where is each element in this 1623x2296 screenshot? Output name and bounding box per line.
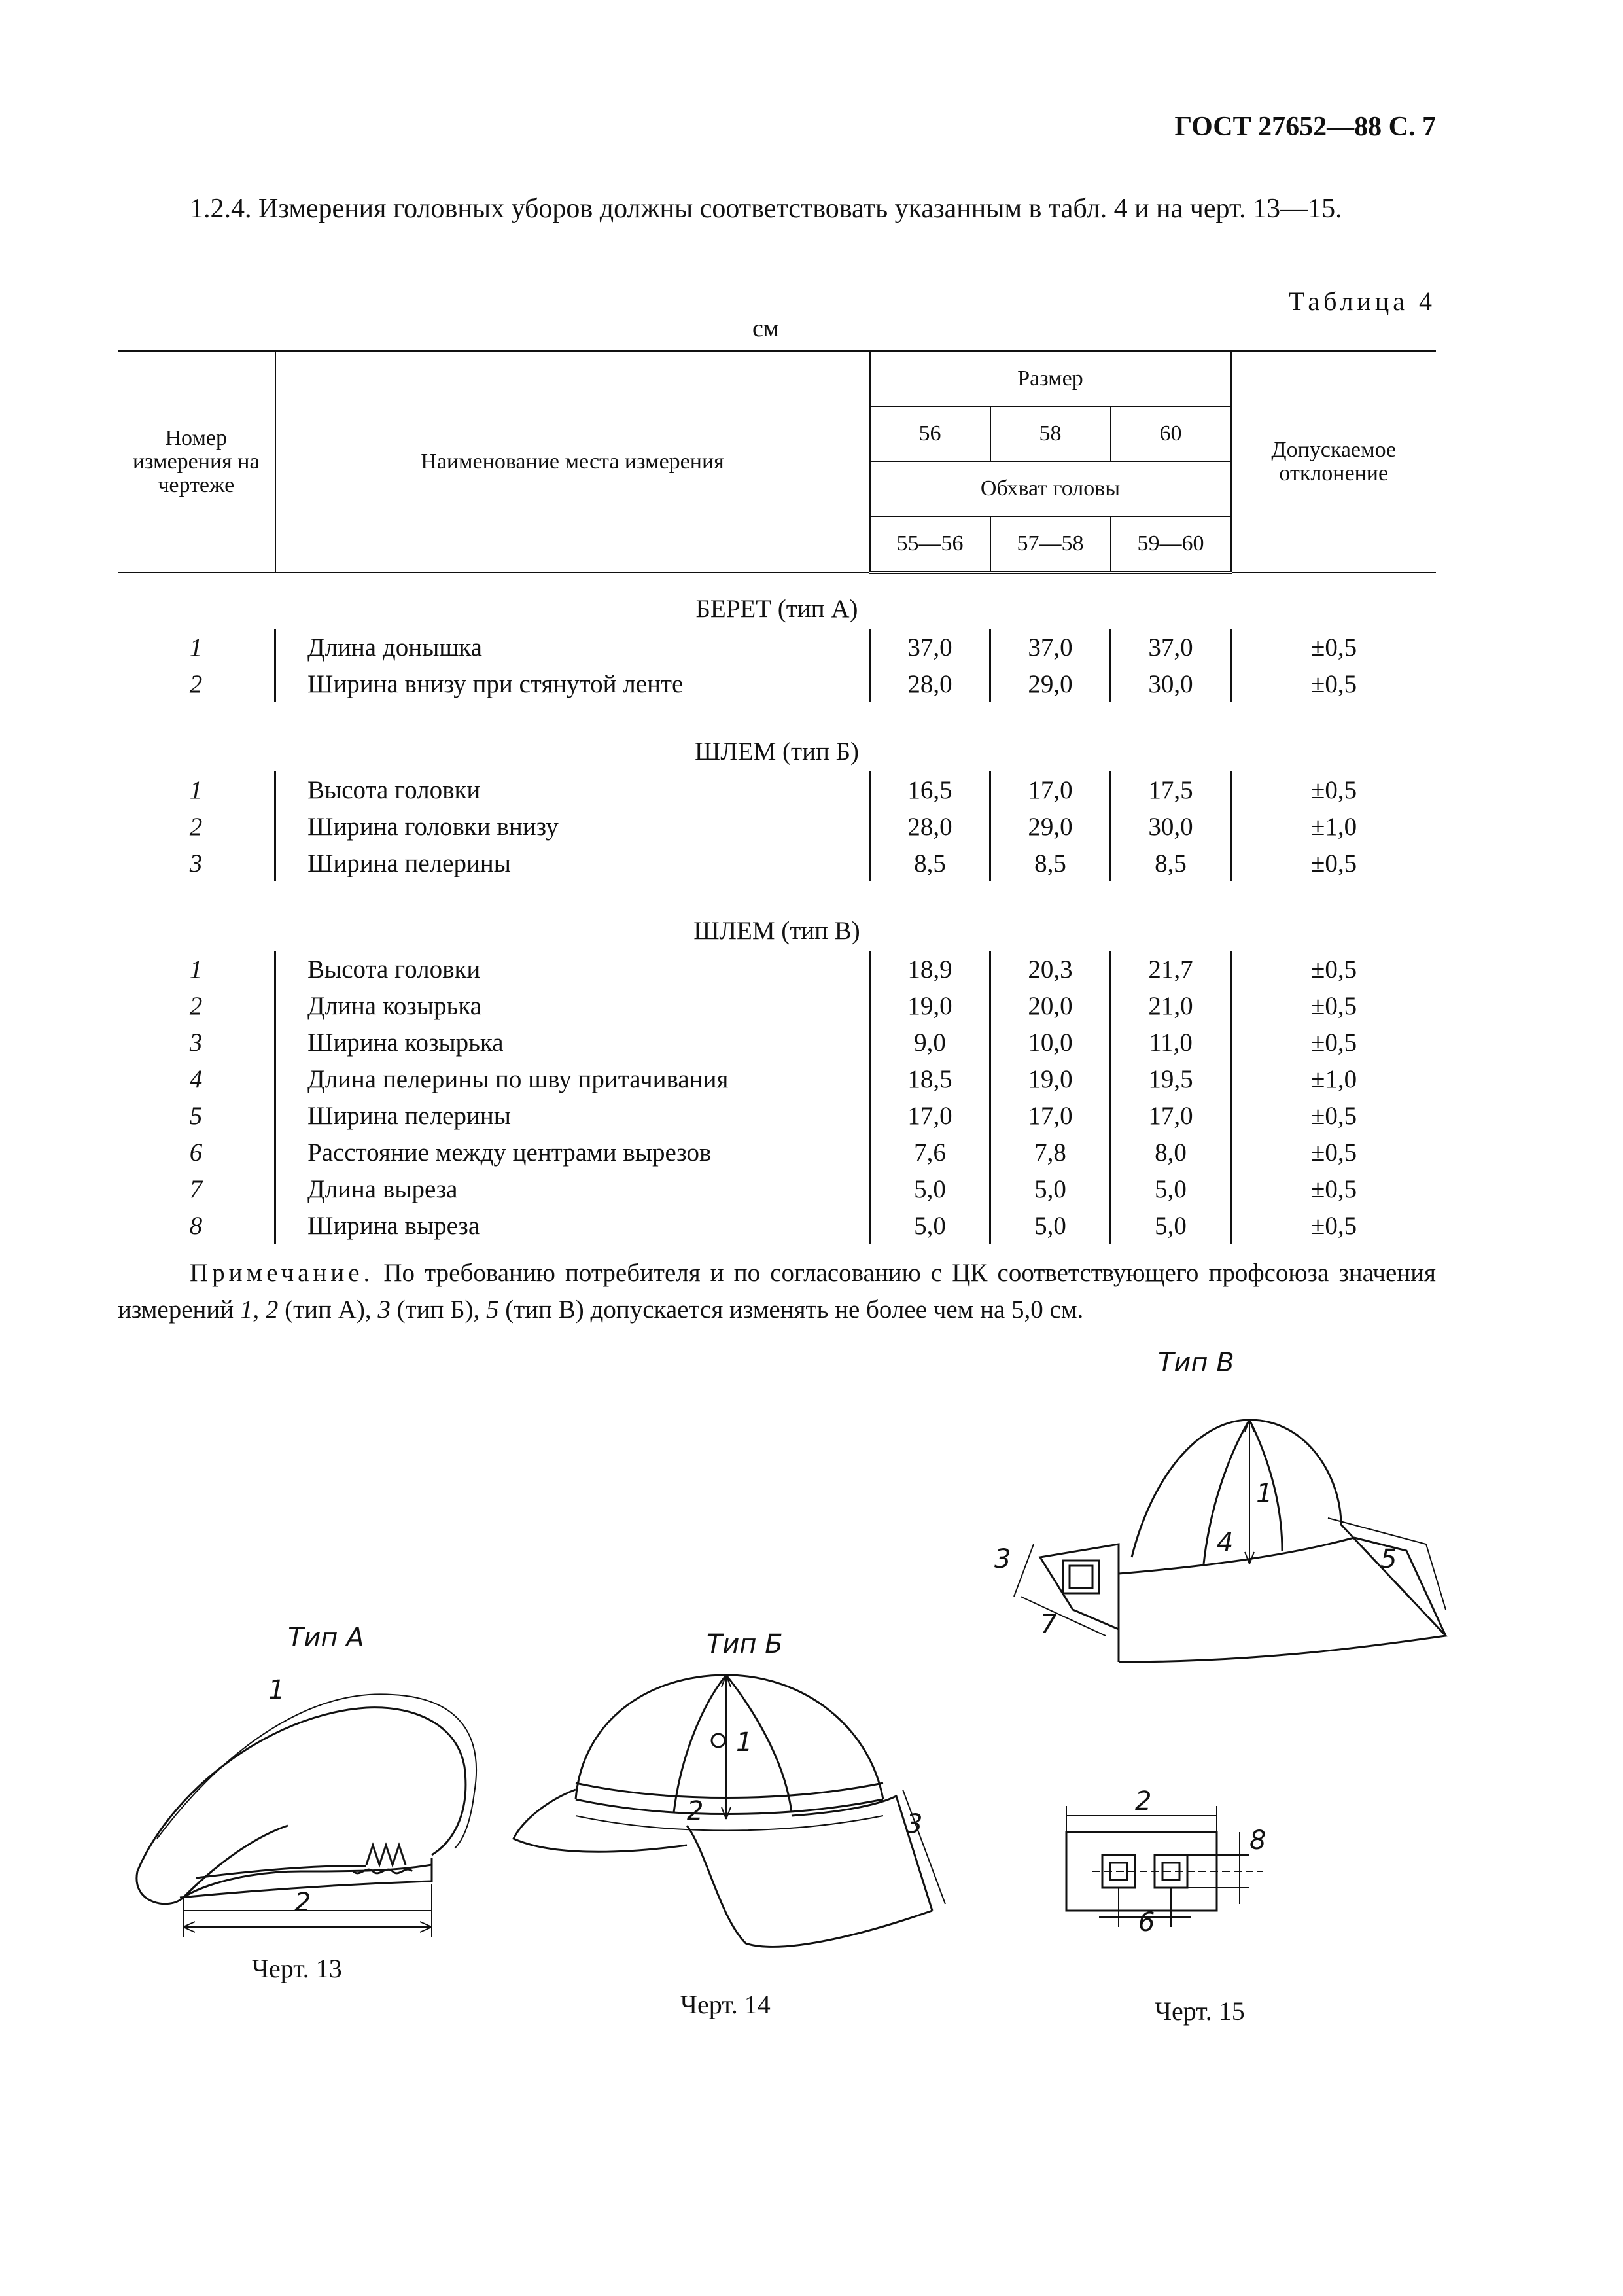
tolerance-value: ±0,5: [1231, 845, 1437, 881]
figure-15-detail: [1053, 1786, 1276, 1937]
girth-58: 57—58: [990, 516, 1111, 573]
cutout-detail-drawing: [1053, 1786, 1276, 1937]
section-title: ШЛЕМ (тип В): [693, 916, 860, 945]
tolerance-value: ±0,5: [1231, 629, 1437, 665]
section-title: БЕРЕТ (тип А): [695, 594, 858, 623]
section-row: [118, 716, 1436, 771]
fig14-dim-1: 1: [736, 1727, 753, 1757]
note-paragraph: [118, 1255, 1436, 1328]
measure-name: Ширина пелерины: [275, 845, 870, 881]
value-58: 5,0: [990, 1207, 1111, 1244]
figure-15: [975, 1348, 1446, 1701]
fig15-detail-dim-6: 6: [1138, 1907, 1155, 1937]
girth-60: 59—60: [1111, 516, 1231, 573]
table-row: [118, 1171, 1436, 1207]
fig13-dim-2: 2: [294, 1888, 311, 1918]
value-56: 37,0: [870, 629, 990, 665]
measure-name: Длина выреза: [275, 1171, 870, 1207]
measure-number: 4: [189, 1065, 203, 1093]
value-60: 5,0: [1111, 1171, 1231, 1207]
tolerance-value: ±0,5: [1231, 665, 1437, 702]
value-58: 8,5: [990, 845, 1111, 881]
value-58: 5,0: [990, 1171, 1111, 1207]
table-row: [118, 808, 1436, 845]
girth-56: 55—56: [870, 516, 990, 573]
value-58: 19,0: [990, 1061, 1111, 1097]
table-row: [118, 1134, 1436, 1171]
beret-drawing: [118, 1623, 484, 1976]
measure-name: Высота головки: [275, 771, 870, 808]
girth-header: Обхват головы: [870, 461, 1231, 516]
value-56: 9,0: [870, 1024, 990, 1061]
fig13-dim-1: 1: [268, 1675, 285, 1705]
table-row: [118, 1061, 1436, 1097]
section-row: [118, 573, 1436, 629]
value-56: 18,5: [870, 1061, 990, 1097]
value-56: 5,0: [870, 1171, 990, 1207]
table-row: [118, 1207, 1436, 1244]
fig14-dim-2: 2: [687, 1796, 704, 1826]
value-60: 21,0: [1111, 987, 1231, 1024]
note-text-3: (тип Б),: [390, 1296, 486, 1324]
table-row: [118, 629, 1436, 665]
fig13-type-label: Тип А: [288, 1623, 364, 1653]
value-56: 8,5: [870, 845, 990, 881]
measure-name: Ширина головки внизу: [275, 808, 870, 845]
measure-number: 1: [189, 955, 203, 983]
value-60: 37,0: [1111, 629, 1231, 665]
col-number-header: Номер измерения на чертеже: [118, 351, 275, 573]
helmet-b-drawing: [510, 1629, 968, 1996]
tolerance-value: ±0,5: [1231, 951, 1437, 987]
value-60: 17,5: [1111, 771, 1231, 808]
value-60: 8,5: [1111, 845, 1231, 881]
measure-number: 6: [189, 1138, 203, 1167]
value-58: 29,0: [990, 665, 1111, 702]
value-56: 19,0: [870, 987, 990, 1024]
fig15-dim-1: 1: [1256, 1479, 1273, 1509]
fig13-caption: Черт. 13: [252, 1954, 342, 1983]
tolerance-value: ±1,0: [1231, 1061, 1437, 1097]
table-row: [118, 845, 1436, 881]
tolerance-value: ±0,5: [1231, 1024, 1437, 1061]
value-60: 11,0: [1111, 1024, 1231, 1061]
measure-name: Ширина пелерины: [275, 1097, 870, 1134]
intro-paragraph: 1.2.4. Измерения головных уборов должны соответствовать указанным в табл. 4 и на черт. 13—15.: [190, 194, 1342, 224]
measure-name: Длина донышка: [275, 629, 870, 665]
tolerance-value: ±0,5: [1231, 771, 1437, 808]
table-row: [118, 665, 1436, 702]
col-tolerance-header: Допускаемое отклонение: [1231, 351, 1437, 573]
measure-number: 8: [189, 1211, 203, 1240]
table-row: [118, 1097, 1436, 1134]
value-60: 8,0: [1111, 1134, 1231, 1171]
value-60: 30,0: [1111, 665, 1231, 702]
note-label: Примечание.: [190, 1259, 374, 1287]
fig14-caption: Черт. 14: [680, 1990, 771, 2019]
table-row: [118, 1024, 1436, 1061]
value-58: 17,0: [990, 771, 1111, 808]
note-num-2: 3: [377, 1296, 391, 1324]
measure-number: 2: [189, 812, 203, 841]
figure-14: [510, 1629, 968, 1996]
section-row: [118, 896, 1436, 951]
size-56: 56: [870, 406, 990, 461]
measure-name: Ширина внизу при стянутой ленте: [275, 665, 870, 702]
value-56: 18,9: [870, 951, 990, 987]
note-text-4: (тип В) допускается изменять не более чем на 5,0 см.: [498, 1296, 1084, 1324]
tolerance-value: ±1,0: [1231, 808, 1437, 845]
tolerance-value: ±0,5: [1231, 1207, 1437, 1244]
value-60: 19,5: [1111, 1061, 1231, 1097]
note-num-3: 5: [485, 1296, 499, 1324]
value-56: 5,0: [870, 1207, 990, 1244]
value-60: 5,0: [1111, 1207, 1231, 1244]
figure-13: [118, 1623, 484, 1976]
value-56: 7,6: [870, 1134, 990, 1171]
measure-name: Длина козырька: [275, 987, 870, 1024]
value-60: 21,7: [1111, 951, 1231, 987]
note-text-2: (тип А),: [278, 1296, 378, 1324]
note-num-1: 1, 2: [239, 1296, 279, 1324]
measure-number: 5: [189, 1101, 203, 1130]
fig15-caption: Черт. 15: [1155, 1996, 1245, 2026]
measure-number: 1: [189, 633, 203, 662]
measure-number: 2: [189, 991, 203, 1020]
value-58: 17,0: [990, 1097, 1111, 1134]
table-head: [118, 351, 1436, 573]
tolerance-value: ±0,5: [1231, 987, 1437, 1024]
fig15-dim-3: 3: [994, 1544, 1011, 1574]
value-56: 17,0: [870, 1097, 990, 1134]
table-caption: Таблица 4: [1288, 287, 1436, 316]
unit-label: см: [752, 315, 779, 342]
section-gap: [118, 881, 1436, 896]
value-56: 28,0: [870, 665, 990, 702]
measure-number: 7: [189, 1174, 203, 1203]
measurements-table: [118, 350, 1436, 1244]
measure-name: Расстояние между центрами вырезов: [275, 1134, 870, 1171]
table-row: [118, 987, 1436, 1024]
value-56: 16,5: [870, 771, 990, 808]
measure-number: 2: [189, 669, 203, 698]
page-header: ГОСТ 27652—88 С. 7: [1174, 112, 1436, 142]
measure-name: Ширина козырька: [275, 1024, 870, 1061]
gap-cell: [118, 702, 1436, 716]
col-size-header: Размер: [870, 351, 1231, 407]
fig15-dim-7: 7: [1040, 1610, 1057, 1640]
value-58: 7,8: [990, 1134, 1111, 1171]
section-title: ШЛЕМ (тип Б): [695, 737, 859, 766]
gap-cell: [118, 881, 1436, 896]
value-58: 29,0: [990, 808, 1111, 845]
fig14-dim-3: 3: [906, 1809, 923, 1839]
size-58: 58: [990, 406, 1111, 461]
value-58: 20,3: [990, 951, 1111, 987]
tolerance-value: ±0,5: [1231, 1171, 1437, 1207]
value-58: 10,0: [990, 1024, 1111, 1061]
table-row: [118, 771, 1436, 808]
value-56: 28,0: [870, 808, 990, 845]
table-body: [118, 573, 1436, 1245]
fig15-dim-5: 5: [1380, 1544, 1397, 1574]
fig15-type-label: Тип В: [1158, 1348, 1234, 1378]
value-60: 17,0: [1111, 1097, 1231, 1134]
col-name-header: Наименование места измерения: [275, 351, 870, 573]
value-58: 37,0: [990, 629, 1111, 665]
measure-number: 3: [189, 849, 203, 877]
helmet-v-drawing: [975, 1348, 1446, 1701]
measure-number: 3: [189, 1028, 203, 1057]
measure-name: Длина пелерины по шву притачивания: [275, 1061, 870, 1097]
size-60: 60: [1111, 406, 1231, 461]
measure-number: 1: [189, 775, 203, 804]
section-gap: [118, 702, 1436, 716]
fig15-dim-4: 4: [1217, 1528, 1234, 1558]
measure-name: Ширина выреза: [275, 1207, 870, 1244]
table-row: [118, 951, 1436, 987]
note-text-1: По требованию потребителя и по согласованию с ЦК соответствующего профсоюза значения измерений: [118, 1259, 1436, 1324]
fig14-type-label: Тип Б: [707, 1629, 783, 1659]
value-60: 30,0: [1111, 808, 1231, 845]
tolerance-value: ±0,5: [1231, 1134, 1437, 1171]
fig15-detail-dim-2: 2: [1135, 1786, 1152, 1816]
value-58: 20,0: [990, 987, 1111, 1024]
tolerance-value: ±0,5: [1231, 1097, 1437, 1134]
fig15-detail-dim-8: 8: [1249, 1826, 1266, 1856]
measure-name: Высота головки: [275, 951, 870, 987]
